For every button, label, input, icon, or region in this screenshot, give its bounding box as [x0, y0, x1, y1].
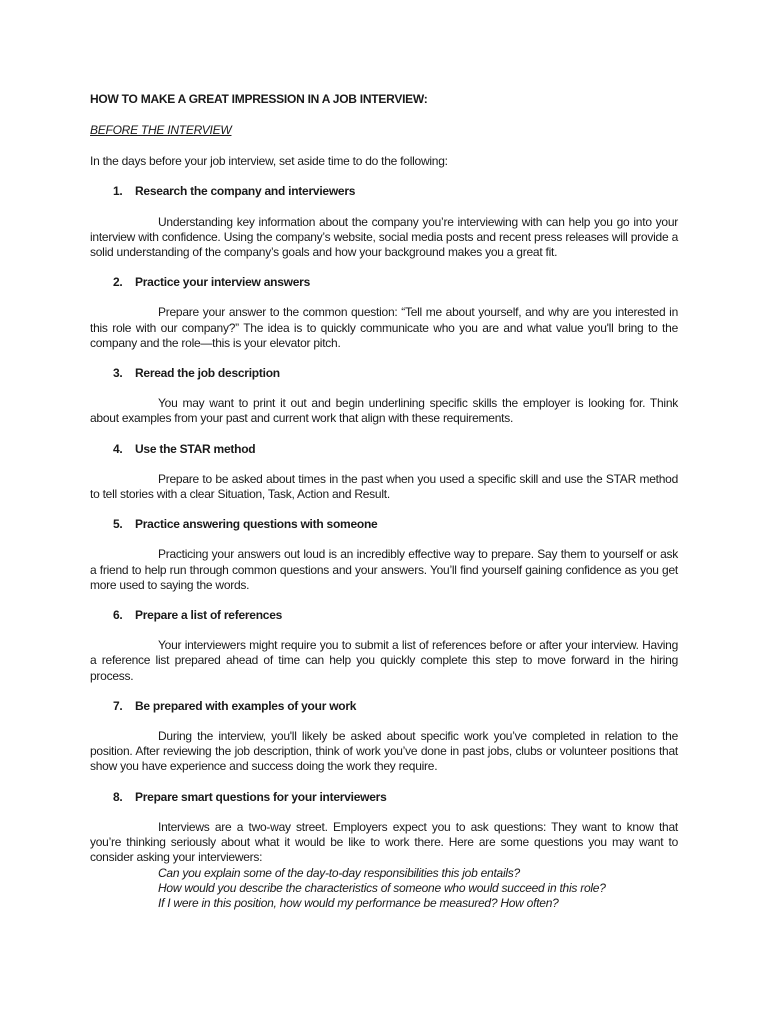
section-body: Understanding key information about the company you’re interviewing with can help you go into your interview with confidence. Using the company’s website, social media posts and recent press releases will provide a solid understanding of the company’s goals and how your background makes you a great fit.: [90, 214, 678, 260]
document-page: [90, 92, 678, 911]
question-item: Can you explain some of the day-to-day responsibilities this job entails?: [158, 865, 520, 880]
section-practice-with-someone: [90, 517, 678, 593]
section-heading-text: Reread the job description: [135, 366, 280, 381]
section-heading: [90, 184, 678, 199]
section-practice-answers: [90, 275, 678, 351]
section-research: [90, 184, 678, 260]
question-item: If I were in this position, how would my performance be measured? How often?: [158, 895, 559, 910]
section-heading: [90, 517, 678, 532]
section-heading-text: Be prepared with examples of your work: [135, 698, 357, 713]
section-work-examples: [90, 699, 678, 775]
question-list: [90, 866, 678, 912]
intro-text: In the days before your job interview, set aside time to do the following:: [90, 154, 448, 169]
section-number: 2.: [113, 275, 123, 290]
section-body: Prepare your answer to the common question: “Tell me about yourself, and why are you interested in this role with our company?” The idea is to quickly communicate who you are and what value you'll bring to the company and the role—this is your elevator pitch.: [90, 305, 678, 350]
section-number: 5.: [113, 517, 123, 532]
section-reread-description: [90, 366, 678, 427]
section-number: 8.: [113, 789, 123, 804]
section-heading-text: Prepare smart questions for your interviewers: [135, 789, 387, 804]
section-star-method: [90, 442, 678, 503]
section-number: 3.: [113, 366, 123, 381]
section-smart-questions: [90, 790, 678, 911]
section-number: 4.: [113, 441, 123, 456]
section-body: During the interview, you'll likely be asked about specific work you’ve completed in relation to the position. After reviewing the job description, think of work you’ve done in past jobs, clubs or volunteer positions that show you have experience and success doing the work they require.: [90, 729, 678, 774]
document-title: HOW TO MAKE A GREAT IMPRESSION IN A JOB INTERVIEW:: [90, 92, 428, 106]
section-number: 1.: [113, 184, 123, 199]
section-body: Prepare to be asked about times in the past when you used a specific skill and use the STAR method to tell stories with a clear Situation, Task, Action and Result.: [90, 471, 678, 502]
section-heading-text: Research the company and interviewers: [135, 184, 356, 199]
section-heading: [90, 790, 678, 805]
section-heading: [90, 699, 678, 714]
section-heading-text: Prepare a list of references: [135, 608, 283, 623]
section-body: You may want to print it out and begin underlining specific skills the employer is looking for. Think about examples from your past and current work that align with these requirements.: [90, 396, 678, 426]
section-body: Practicing your answers out loud is an incredibly effective way to prepare. Say them to yourself or ask a friend to help run through common questions and your answers. You’ll find yourself gaining confidence as you get more used to saying the words.: [90, 547, 678, 592]
section-heading-text: Use the STAR method: [135, 441, 256, 456]
section-heading: [90, 442, 678, 457]
section-heading: [90, 608, 678, 623]
section-heading-text: Practice answering questions with someone: [135, 517, 378, 532]
section-number: 6.: [113, 608, 123, 623]
section-number: 7.: [113, 698, 123, 713]
section-heading-text: Practice your interview answers: [135, 275, 311, 290]
section-body: Your interviewers might require you to submit a list of references before or after your interview. Having a reference list prepared ahead of time can help you quickly complete this step to move forward in the hiring process.: [90, 638, 678, 683]
section-references: [90, 608, 678, 684]
section-body: Interviews are a two-way street. Employers expect you to ask questions: They want to know that you’re thinking seriously about what it would be like to work there. Here are some questions you may want to consider asking your interviewers:: [90, 819, 678, 865]
section-subtitle: BEFORE THE INTERVIEW: [90, 123, 232, 137]
question-item: How would you describe the characteristics of someone who would succeed in this role?: [158, 880, 606, 895]
section-heading: [90, 275, 678, 290]
section-heading: [90, 366, 678, 381]
